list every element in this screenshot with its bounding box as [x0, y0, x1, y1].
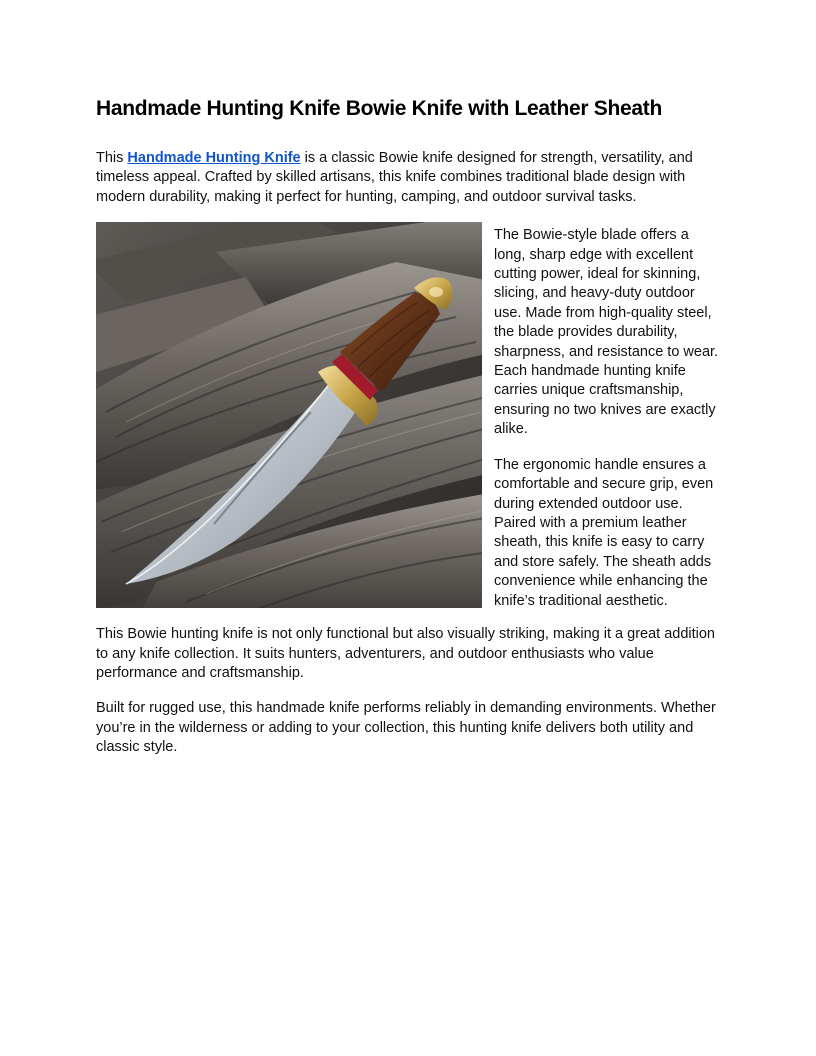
intro-suffix: is a classic Bowie knife designed for strength, versatility, and timeless appeal. Crafted by skilled artisans, this knife combines traditional blade design with modern durability, making it perfect for hunting, camping, and outdoor survival tasks. [96, 150, 693, 205]
collection-paragraph: This Bowie hunting knife is not only functional but also visually striking, making it a great addition to any knife collection. It suits hunters, adventurers, and outdoor enthusiasts who value performance and craftsmanship. [96, 626, 715, 682]
image-with-text [96, 222, 720, 608]
knife-on-logs-image [96, 222, 482, 608]
document-page [96, 94, 720, 758]
handle-description-paragraph: The ergonomic handle ensures a comfortable and secure grip, even during extended outdoor use. Paired with a premium leather sheath, this knife is easy to carry and store safely. The sheath adds convenience while enhancing the knife’s traditional aesthetic. [494, 456, 714, 609]
handmade-hunting-knife-link[interactable]: Handmade Hunting Knife [127, 150, 301, 166]
rugged-use-paragraph: Built for rugged use, this handmade knife performs reliably in demanding environments. Whether you’re in the wilderness or adding to your collection, this hunting knife delivers both utility and classic style. [96, 700, 716, 756]
blade-description-paragraph: The Bowie-style blade offers a long, sharp edge with excellent cutting power, ideal for skinning, slicing, and heavy-duty outdoor use. Made from high-quality steel, the blade provides durability, sharpness, and resistance to wear. Each handmade hunting knife carries unique craftsmanship, ensuring no two knives are exactly alike. [494, 227, 719, 438]
closing-section [96, 625, 720, 757]
intro-prefix: This [96, 150, 128, 166]
document-title: Handmade Hunting Knife Bowie Knife with Leather Sheath [96, 97, 663, 120]
bowie-knife-photo [96, 222, 482, 608]
side-text-column [494, 226, 720, 611]
intro-paragraph [96, 149, 720, 207]
